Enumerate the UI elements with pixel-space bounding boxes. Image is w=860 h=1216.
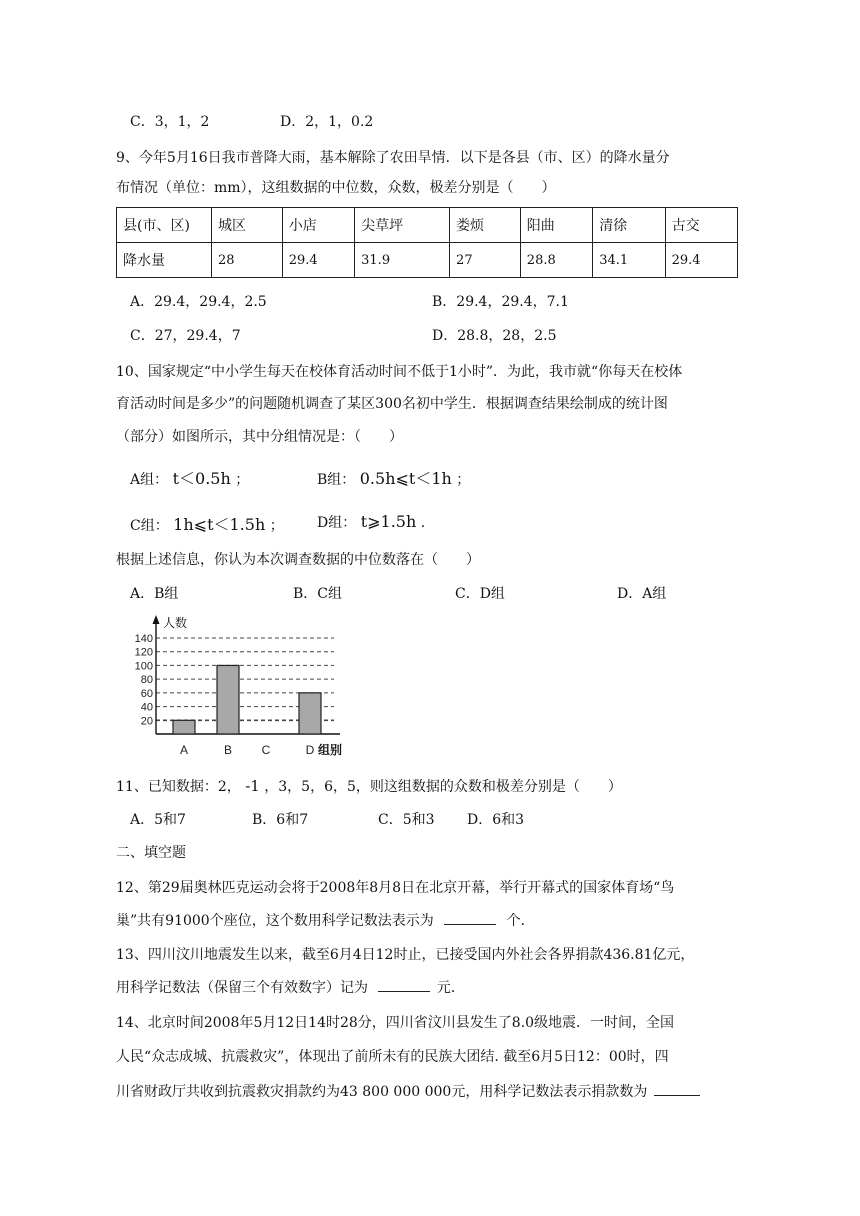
- group-b-definition: [317, 466, 470, 489]
- q12-text-part2: 个．: [506, 913, 535, 929]
- table-cell: 27: [450, 243, 521, 278]
- q11-option-c: C．5和3: [378, 812, 435, 828]
- y-tick-label: 120: [134, 646, 153, 659]
- table-cell: 29.4: [282, 243, 354, 278]
- q13-text-line2: [116, 977, 465, 998]
- table-cell: 娄烦: [450, 208, 521, 243]
- x-tick-label: D: [305, 743, 315, 757]
- q11-text-part2: ，3，5，6，5，则这组数据的众数和极差分别是（ ）: [264, 779, 622, 795]
- group-a-definition: [130, 466, 249, 489]
- y-axis-label: 人数: [163, 616, 188, 630]
- q12-text-line2: [116, 910, 535, 931]
- group-d-definition: [317, 512, 435, 532]
- y-tick-label: 100: [134, 660, 153, 673]
- group-c-label: C组：: [130, 518, 169, 534]
- q11-negative-one: -1: [245, 777, 260, 795]
- y-tick-label: 140: [134, 633, 153, 645]
- table-cell: 29.4: [665, 243, 737, 278]
- separator: ；: [269, 518, 284, 534]
- table-cell: 34.1: [593, 243, 665, 278]
- q12-text-line1: 12、第29届奥林匹克运动会将于2008年8月8日在北京开幕，举行开幕式的国家体育场“鸟: [116, 880, 675, 896]
- group-b-math: 0.5h⩽t＜1h: [359, 469, 452, 488]
- q10-question: 根据上述信息，你认为本次调查数据的中位数落在（ ）: [116, 552, 480, 568]
- q9-text-line2: 布情况（单位：mm），这组数据的中位数，众数，极差分别是（ ）: [116, 180, 556, 196]
- q14-text-line2: 人民“众志成城、抗震救灾”，体现出了前所未有的民族大团结. 截至6月5日12：00时，四: [116, 1049, 669, 1065]
- section-title: 二、填空题: [116, 845, 186, 861]
- table-header-row: [117, 208, 738, 243]
- table-cell: 阳曲: [520, 208, 592, 243]
- q8-option-d: D．2，1，0.2: [280, 114, 374, 130]
- rainfall-table: [116, 207, 738, 278]
- table-row: [117, 243, 738, 278]
- table-cell: 城区: [212, 208, 283, 243]
- x-tick-label: B: [223, 743, 233, 757]
- q10-option-b: B．C组: [293, 586, 342, 602]
- q13-answer-blank[interactable]: [378, 977, 430, 992]
- table-cell: 小店: [282, 208, 354, 243]
- y-tick-label: 60: [140, 687, 153, 700]
- bar-b: [217, 665, 239, 734]
- q10-option-a: A．B组: [130, 586, 179, 602]
- table-cell: 县(市、区): [117, 208, 212, 243]
- table-cell: 清徐: [593, 208, 665, 243]
- q11-text-part1: 11、已知数据：2，: [116, 779, 241, 795]
- group-d-math: t⩾1.5h: [360, 512, 417, 531]
- table-cell: 尖草坪: [355, 208, 450, 243]
- group-a-math: t＜0.5h: [172, 469, 231, 488]
- q13-text-part1: 用科学记数法（保留三个有效数字）记为: [116, 980, 368, 996]
- q9-option-b: B．29.4，29.4，7.1: [432, 294, 569, 310]
- q11-option-b: B．6和7: [252, 812, 309, 828]
- group-d-label: D组：: [317, 515, 357, 531]
- group-c-math: 1h⩽t＜1.5h: [173, 515, 266, 534]
- x-axis-label: 组别: [318, 743, 343, 757]
- separator: ；: [456, 472, 471, 488]
- q10-option-d: D．A组: [617, 586, 667, 602]
- table-cell: 28: [212, 243, 283, 278]
- bar-a: [173, 720, 195, 734]
- q9-option-d: D．28.8，28，2.5: [432, 328, 557, 344]
- group-c-definition: [130, 512, 284, 535]
- bar-chart: [120, 612, 380, 768]
- q14-text-part1: 川省财政厅共收到抗震救灾捐款约为43 800 000 000元，用科学记数法表示捐款数为: [116, 1084, 648, 1100]
- group-a-label: A组：: [130, 472, 169, 488]
- q10-option-c: C．D组: [455, 586, 505, 602]
- group-b-label: B组：: [317, 472, 356, 488]
- separator: ；: [235, 472, 250, 488]
- table-cell: 古交: [665, 208, 737, 243]
- q9-text-line1: 9、今年5月16日我市普降大雨，基本解除了农田旱情．以下是各县（市、区）的降水量分: [116, 150, 670, 166]
- table-cell: 降水量: [117, 243, 212, 278]
- q13-text-line1: 13、四川汶川地震发生以来，截至6月4日12时止，已接受国内外社会各界捐款436.81亿元，: [116, 947, 695, 963]
- y-tick-label: 80: [140, 674, 153, 687]
- q11-option-d: D．6和3: [467, 812, 525, 828]
- q11-text-line1: [116, 776, 622, 797]
- q9-option-c: C．27，29.4，7: [130, 328, 241, 344]
- q10-text-line3: （部分）如图所示，其中分组情况是：（ ）: [116, 429, 403, 445]
- q12-answer-blank[interactable]: [444, 910, 496, 925]
- q12-text-part1: 巢”共有91000个座位，这个数用科学记数法表示为: [116, 913, 434, 929]
- y-tick-label: 40: [140, 701, 153, 714]
- q10-text-line2: 育活动时间是多少”的问题随机调查了某区300名初中学生．根据调查结果绘制成的统计图: [116, 396, 668, 412]
- q8-option-c: C．3，1，2: [130, 114, 210, 130]
- q14-text-line1: 14、北京时间2008年5月12日14时28分，四川省汶川县发生了8.0级地震．一时间，全国: [116, 1015, 675, 1031]
- table-cell: 28.8: [520, 243, 592, 278]
- q14-text-line3: [116, 1081, 700, 1102]
- x-tick-label: A: [179, 743, 189, 757]
- table-cell: 31.9: [355, 243, 450, 278]
- period: ．: [420, 515, 435, 531]
- q13-text-part2: 元．: [436, 980, 465, 996]
- y-tick-label: 20: [140, 715, 153, 728]
- bar-d: [299, 693, 321, 734]
- q11-option-a: A．5和7: [130, 812, 186, 828]
- q14-answer-blank[interactable]: [654, 1081, 700, 1096]
- y-axis-arrow: [153, 615, 160, 624]
- q10-text-line1: 10、国家规定“中小学生每天在校体育活动时间不低于1小时”．为此，我市就“你每天在校体: [116, 364, 683, 380]
- q9-option-a: A．29.4，29.4，2.5: [130, 294, 267, 310]
- x-tick-label: C: [261, 743, 271, 757]
